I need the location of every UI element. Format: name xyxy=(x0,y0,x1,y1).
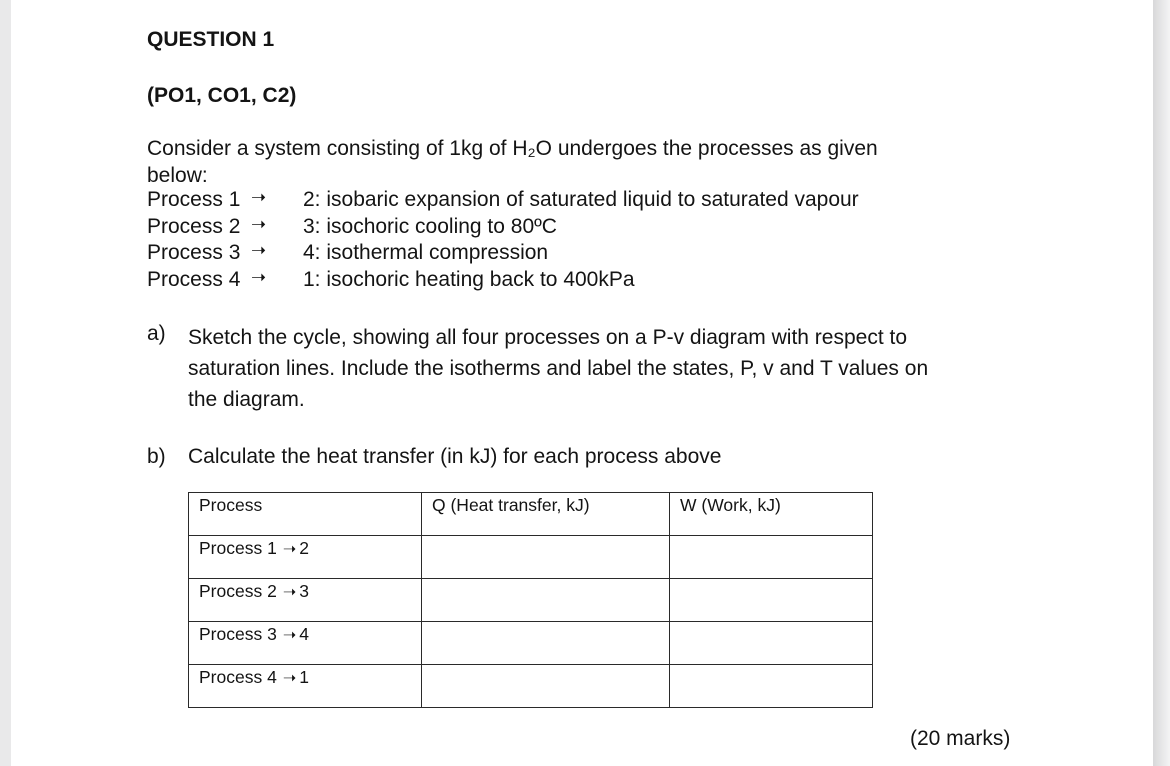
part-a-label: a) xyxy=(147,322,166,345)
right-arrow-icon: ➝ xyxy=(282,627,297,644)
process-name: Process 3 xyxy=(147,241,241,264)
heat-transfer-cell[interactable] xyxy=(422,622,670,665)
header-process: Process xyxy=(189,493,422,536)
process-cell-name: Process 3 xyxy=(199,624,277,644)
table-row xyxy=(189,536,873,579)
part-b-text: Calculate the heat transfer (in kJ) for each process above xyxy=(188,445,722,468)
process-cell-end: 1 xyxy=(299,667,309,687)
right-arrow-icon: ➝ xyxy=(251,240,267,260)
process-cell-end: 3 xyxy=(299,581,309,601)
process-cell xyxy=(189,536,422,579)
intro-paragraph xyxy=(147,135,878,189)
process-cell xyxy=(189,665,422,708)
question-codes: (PO1, CO1, C2) xyxy=(147,84,297,107)
right-arrow-icon: ➝ xyxy=(251,213,267,234)
intro-line-1: Consider a system consisting of 1kg of H₂O undergoes the processes as given xyxy=(147,137,878,160)
work-cell[interactable] xyxy=(670,536,873,579)
table-header-row xyxy=(189,493,873,536)
header-heat-transfer: Q (Heat transfer, kJ) xyxy=(422,493,670,536)
process-name: Process 4 xyxy=(147,267,241,291)
table-row xyxy=(189,622,873,665)
table-row xyxy=(189,579,873,622)
work-cell[interactable] xyxy=(670,622,873,665)
table-row xyxy=(189,665,873,708)
part-a-line-2: saturation lines. Include the isotherms and label the states, P, v and T values on xyxy=(188,357,929,380)
heat-transfer-cell[interactable] xyxy=(422,579,670,622)
part-a-line-3: the diagram. xyxy=(188,388,305,411)
answer-table xyxy=(188,492,873,708)
right-arrow-icon: ➝ xyxy=(251,266,267,287)
marks-label: (20 marks) xyxy=(910,727,1011,750)
right-arrow-icon: ➝ xyxy=(251,187,267,207)
process-cell-name: Process 2 xyxy=(199,581,277,601)
process-cell-end: 2 xyxy=(299,538,309,558)
process-name: Process 1 xyxy=(147,188,241,211)
question-heading: QUESTION 1 xyxy=(147,28,275,51)
process-description: 1: isochoric heating back to 400kPa xyxy=(303,267,635,291)
process-description: 3: isochoric cooling to 80ºC xyxy=(303,214,557,238)
process-cell xyxy=(189,579,422,622)
right-arrow-icon: ➝ xyxy=(282,670,297,687)
right-arrow-icon: ➝ xyxy=(282,584,297,601)
process-name: Process 2 xyxy=(147,214,241,238)
process-description: 2: isobaric expansion of saturated liquid to saturated vapour xyxy=(303,188,859,211)
right-arrow-icon: ➝ xyxy=(282,541,297,558)
process-cell-name: Process 4 xyxy=(199,667,277,687)
page-edge-shadow xyxy=(1153,0,1170,766)
heat-transfer-cell[interactable] xyxy=(422,536,670,579)
part-b-label: b) xyxy=(147,445,166,468)
header-work: W (Work, kJ) xyxy=(670,493,873,536)
process-cell-end: 4 xyxy=(299,624,309,644)
work-cell[interactable] xyxy=(670,579,873,622)
part-a-text xyxy=(188,322,1028,415)
process-cell xyxy=(189,622,422,665)
intro-line-2: below: xyxy=(147,164,208,187)
process-description: 4: isothermal compression xyxy=(303,241,549,264)
process-cell-name: Process 1 xyxy=(199,538,277,558)
heat-transfer-cell[interactable] xyxy=(422,665,670,708)
work-cell[interactable] xyxy=(670,665,873,708)
part-a-line-1: Sketch the cycle, showing all four processes on a P-v diagram with respect to xyxy=(188,326,908,349)
